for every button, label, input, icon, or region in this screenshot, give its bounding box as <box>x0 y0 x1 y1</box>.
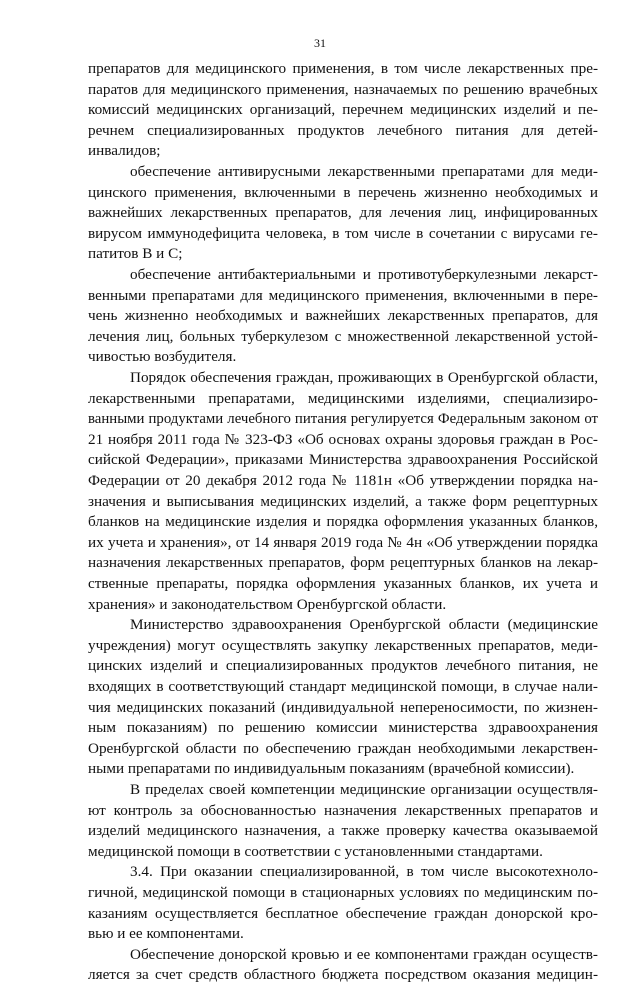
text-line: важнейших лекарственных препаратов, для лечения лиц, инфицированных <box>88 204 598 222</box>
text-line: казаниям осуществляется бесплатное обеспечение граждан донорской кро- <box>88 904 598 922</box>
text-line: медицинской помощи в соответствии с установленными стандартами. <box>88 842 543 860</box>
text-line: ными препаратами по индивидуальным показаниям (врачебной комиссии). <box>88 760 575 778</box>
text-line: значения и выписывания медицинских изделий, а также форм рецептурных <box>88 492 598 510</box>
text-line: ляется за счет средств областного бюджета посредством оказания медицин- <box>88 966 598 984</box>
text-line: обеспечение антибактериальными и противотуберкулезными лекарст- <box>130 266 598 283</box>
text-line: обеспечение антивирусными лекарственными препаратами для меди- <box>130 163 598 180</box>
text-line: Оренбургской области по обеспечению граждан необходимыми лекарствен- <box>88 739 598 757</box>
text-line: речнем специализированных продуктов лечебного питания для детей- <box>88 121 598 139</box>
text-line: препаратов для медицинского применения, в том числе лекарственных пре- <box>88 60 598 77</box>
text-line: ственные препараты, порядка оформления указанных бланков, их учета и <box>88 575 598 592</box>
text-line: ным показаниям) по решению комиссии министерства здравоохранения <box>88 719 598 737</box>
text-line: учреждения) могут осуществлять закупку лекарственных препаратов, меди- <box>88 636 598 654</box>
text-line: лечения лиц, больных туберкулезом с множественной лекарственной устой- <box>88 327 598 345</box>
text-line: вью и ее компонентами. <box>88 925 244 943</box>
text-line: цинского применения, включенными в перечень жизненно необходимых и <box>88 183 598 201</box>
text-line: комиссий медицинских организаций, перечнем медицинских изделий и пе- <box>88 101 598 119</box>
text-line: Порядок обеспечения граждан, проживающих в Оренбургской области, <box>130 369 598 386</box>
text-line: Обеспечение донорской кровью и ее компонентами граждан осуществ- <box>130 945 598 963</box>
text-line: хранения» и законодательством Оренбургской области. <box>88 595 447 613</box>
text-line: 3.4. При оказании специализированной, в том числе высокотехноло- <box>130 863 598 881</box>
text-line: ванными продуктами лечебного питания регулируется Федеральным законом от <box>88 411 598 428</box>
page-number: 31 <box>314 36 326 50</box>
text-line: 21 ноября 2011 года № 323-ФЗ «Об основах охраны здоровья граждан в Рос- <box>88 430 598 448</box>
text-line: вирусом иммунодефицита человека, в том числе в сочетании с вирусами ге- <box>88 224 598 242</box>
text-line: входящих в соответствующий стандарт медицинской помощи, в случае нали- <box>88 678 598 695</box>
text-line: В пределах своей компетенции медицинские организации осуществля- <box>130 781 598 798</box>
text-line: лекарственными препаратами, медицинскими изделиями, специализиро- <box>88 389 598 407</box>
text-line: паратов для медицинского применения, назначаемых по решению врачебных <box>88 80 598 98</box>
text-line: изделий медицинского назначения, а также проверку качества оказываемой <box>88 822 598 840</box>
text-line: их учета и хранения», от 14 января 2019 года № 4н «Об утверждении порядка <box>88 533 598 551</box>
text-line: Федерации от 20 декабря 2012 года № 1181н «Об утверждении порядка на- <box>88 472 598 489</box>
text-line: сийской Федерации», приказами Министерства здравоохранения Российской <box>88 451 598 469</box>
text-line: Министерство здравоохранения Оренбургской области (медицинские <box>130 616 598 634</box>
text-line: бланков на медицинские изделия и порядка оформления указанных бланков, <box>88 513 598 531</box>
text-line: чивостью возбудителя. <box>88 348 237 366</box>
text-line: назначения лекарственных препаратов, форм рецептурных бланков на лекар- <box>88 554 598 572</box>
text-line: патитов В и С; <box>88 245 183 263</box>
text-line: цинских изделий и специализированных продуктов лечебного питания, не <box>88 657 598 675</box>
text-line: гичной, медицинской помощи в стационарных условиях по медицинским по- <box>88 884 598 901</box>
text-line: ют контроль за обоснованностью назначения лекарственных препаратов и <box>88 801 598 819</box>
text-line: инвалидов; <box>88 142 161 160</box>
text-line: чия медицинских показаний (индивидуальной непереносимости, по жизнен- <box>88 698 598 716</box>
text-line: чень жизненно необходимых и важнейших лекарственных препаратов, для <box>88 307 598 325</box>
text-line: венными препаратами для медицинского применения, включенными в пере- <box>88 286 598 304</box>
